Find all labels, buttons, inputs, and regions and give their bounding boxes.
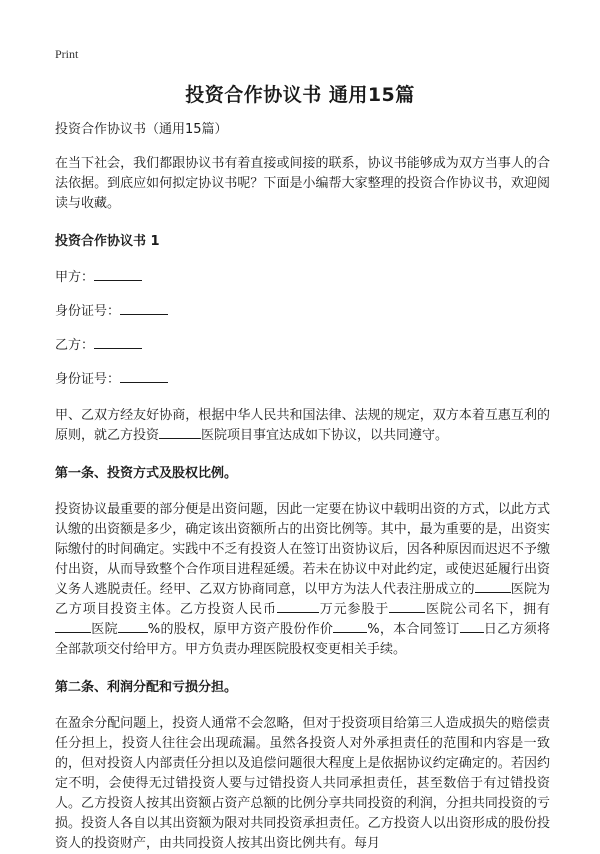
project-name-blank — [159, 426, 201, 439]
article1-paragraph — [55, 500, 550, 660]
hospital-name-blank — [475, 580, 511, 593]
article1-text-7: %，本合同签订 — [367, 622, 460, 637]
intro-paragraph: 在当下社会，我们都跟协议书有着直接或间接的联系，协议书能够成为双方当事人的合法依据。到底应如何拟定协议书呢？下面是小编帮大家整理的投资合作协议书，欢迎阅读与收藏。 — [55, 156, 550, 211]
document-subtitle: 投资合作协议书（通用15篇） — [55, 122, 228, 137]
payment-days-blank — [460, 620, 484, 633]
article1-heading: 第一条、投资方式及股权比例。 — [55, 466, 238, 481]
party-a-field — [55, 268, 550, 288]
article1-text-5: 医院 — [91, 622, 118, 637]
agreement-text-1: 甲、乙双方经友好协商，根据中华人民共和国法律、法规的规定，双方本着互惠互利的原则，就乙方投资 — [55, 408, 550, 443]
article1-text-3: 万元参股于 — [318, 602, 390, 617]
page-title: 投资合作协议书 通用15篇 — [185, 84, 415, 106]
equity-percent-blank — [118, 620, 148, 633]
agreement-text-2: 医院项目事宜达成如下协议，以共同遵守。 — [201, 428, 449, 443]
print-link[interactable]: Print — [55, 47, 79, 61]
party-a-id-field — [55, 302, 550, 322]
party-b-id-blank — [120, 370, 168, 383]
party-b-id-field — [55, 370, 550, 390]
article1-text-4: 医院公司名下，拥有 — [425, 602, 550, 617]
article2-paragraph: 在盈余分配问题上，投资人通常不会忽略，但对于投资项目给第三人造成损失的赔偿责任分担上，投资人往往会出现疏漏。虽然各投资人对外承担责任的范围和内容是一致的，但对投资人内部责任分担以及追偿问题很大程度上是依据协议约定确定的。若因约定不明，会使得无过错投资人要与过错投资人共同承担责任，甚至数倍于有过错投资人。乙方投资人按其出资额占资产总额的比例分享共同投资的利润，分担共同投资的亏损。投资人各自以其出资额为限对共同投资承担责任。乙方投资人以出资形成的股份投资人的投资财产，由共同投资人按其出资比例共有。每月 — [55, 716, 550, 851]
agreement-paragraph — [55, 406, 550, 446]
valuation-percent-blank — [333, 620, 367, 633]
party-a-id-label: 身份证号： — [55, 304, 121, 319]
article1-text-2: 医院为乙方项目投资主体。乙方投资人民币 — [55, 582, 550, 617]
article1-text-6: %的股权，原甲方资产股份作价 — [147, 622, 334, 637]
amount-blank — [277, 600, 319, 613]
party-b-id-label: 身份证号： — [55, 372, 121, 387]
article1-text-1: 投资协议最重要的部分便是出资问题，因此一定要在协议中载明出资的方式，以此方式认缴的出资额是多少，确定该出资额所占的出资比例等。其中，最为重要的是，出资实际缴付的时间确定。实践中不乏有投资人在签订出资协议后，因各种原因而迟迟不予缴付出资，从而导致整个合作项目进程延缓。若未在协议中对此约定，或使迟延履行出资义务人逃脱责任。经甲、乙双方协商同意，以甲方为法人代表注册成立的 — [55, 502, 550, 597]
document-body — [55, 120, 550, 854]
party-b-blank — [94, 336, 142, 349]
party-b-label: 乙方： — [55, 338, 95, 353]
party-a-label: 甲方： — [55, 270, 95, 285]
party-b-field — [55, 336, 550, 356]
holding-blank — [55, 620, 91, 633]
article2-heading: 第二条、利润分配和亏损分担。 — [55, 680, 238, 695]
party-a-blank — [94, 268, 142, 281]
article1-text-8: 日乙方须将全部款项交付给甲方。甲方负责办理医院股权变更相关手续。 — [55, 622, 550, 657]
party-a-id-blank — [120, 302, 168, 315]
company-blank — [389, 600, 425, 613]
agreement-heading: 投资合作协议书 1 — [55, 234, 160, 249]
